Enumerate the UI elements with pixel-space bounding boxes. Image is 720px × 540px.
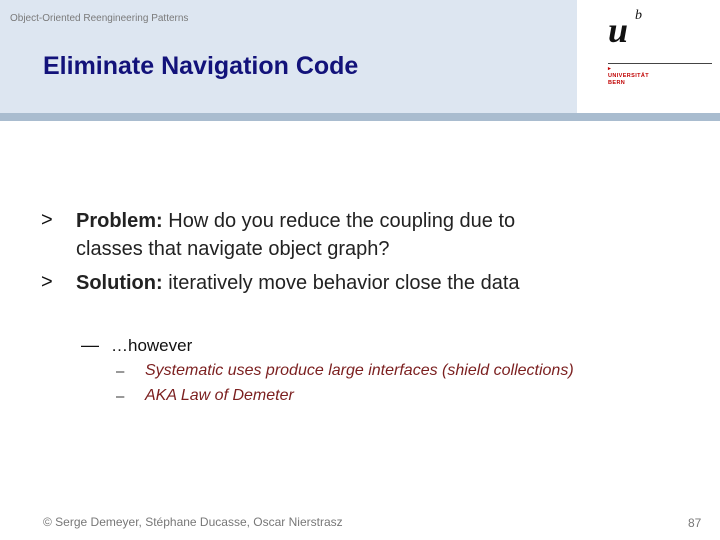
logo-panel bbox=[577, 0, 720, 113]
university-logo-u: u bbox=[608, 10, 629, 50]
logo-divider bbox=[608, 63, 712, 64]
logo-mark-icon: ▸ bbox=[608, 66, 612, 72]
bullet-text: How do you reduce the coupling due to bbox=[168, 210, 516, 232]
logo-bern-label: BERN bbox=[608, 80, 626, 86]
bullet-solution bbox=[76, 269, 636, 297]
sub-sub-marker: – bbox=[116, 363, 125, 380]
bullet-problem bbox=[76, 207, 636, 235]
bullet-marker: > bbox=[41, 209, 53, 231]
page-number: 87 bbox=[688, 516, 702, 530]
bullet-marker: > bbox=[41, 271, 53, 293]
logo-university-label: UNIVERSITÄT bbox=[608, 73, 650, 79]
bullet-label: Problem: bbox=[76, 210, 163, 232]
sub-point-text: …however bbox=[111, 336, 193, 355]
bullet-label: Solution: bbox=[76, 272, 163, 294]
university-logo-b: b bbox=[635, 8, 642, 23]
slide-title: Eliminate Navigation Code bbox=[43, 52, 359, 80]
sub-sub-marker: – bbox=[116, 388, 125, 405]
bullet-text: iteratively move behavior close the data bbox=[168, 272, 520, 294]
sub-sub-text: AKA Law of Demeter bbox=[145, 387, 294, 404]
bullet-problem-cont: classes that navigate object graph? bbox=[76, 238, 390, 260]
footer-copyright: © Serge Demeyer, Stéphane Ducasse, Oscar Nierstrasz bbox=[43, 515, 343, 529]
sub-sub-text: Systematic uses produce large interfaces (shield collections) bbox=[145, 362, 574, 379]
sub-point-marker: — bbox=[81, 335, 99, 355]
header-rule bbox=[0, 113, 720, 121]
course-title: Object-Oriented Reengineering Patterns bbox=[10, 13, 189, 24]
